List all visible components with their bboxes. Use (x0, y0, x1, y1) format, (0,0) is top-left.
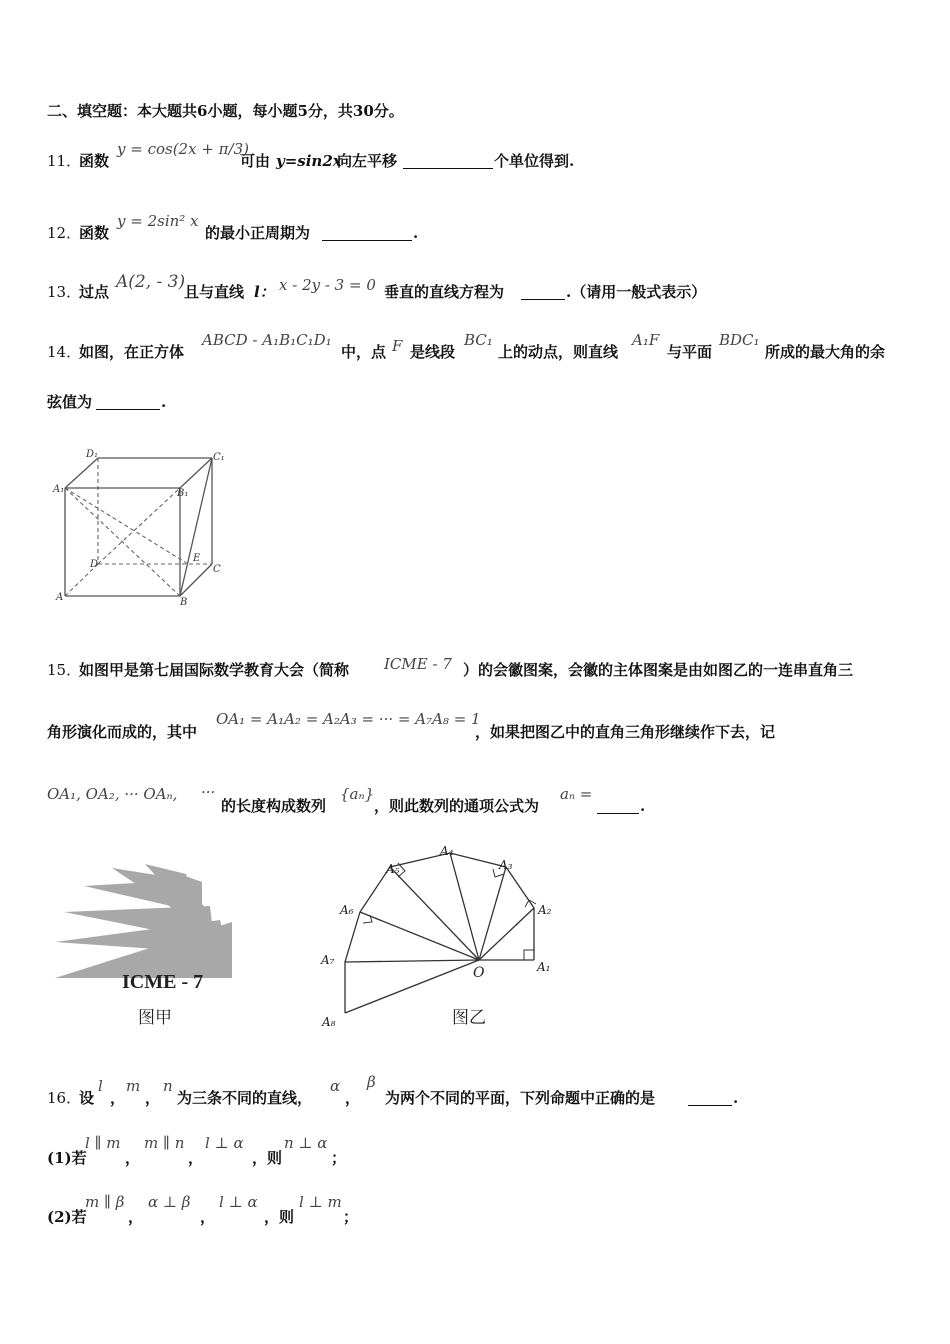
q11-formula: y = cos(2x + π/3) (117, 140, 249, 158)
q16-var-l: l (98, 1077, 103, 1095)
q12-post: 的最小正周期为 (205, 224, 311, 242)
label-c1: C₁ (213, 452, 225, 463)
q15-dots: ··· (201, 783, 216, 801)
label-a: A (56, 592, 64, 603)
label-d1: D₁ (86, 449, 99, 460)
label-d: D (90, 559, 99, 570)
q14-text-2: 中，点 (341, 343, 387, 361)
q16-sep-3: ， (345, 1089, 361, 1107)
q13-point: A(2, - 3) (116, 272, 186, 292)
q14-number: 14． (47, 343, 82, 361)
q16-item-2-cond-2: α ⊥ β (148, 1193, 191, 1211)
q16-item-1-cond-1: l ∥ m (85, 1134, 121, 1152)
q16-item-2-result: l ⊥ m (299, 1193, 342, 1211)
q15-an-set: {aₙ} (340, 785, 375, 803)
q15-end: . (640, 797, 646, 815)
q16-sep-1: ， (110, 1089, 126, 1107)
figure-icme-logo (50, 860, 250, 1035)
segment-bc1 (180, 458, 212, 596)
q13-end: .（请用一般式表示） (566, 283, 707, 301)
label-a8: A₈ (322, 1015, 336, 1029)
q14-text-7: 弦值为 (47, 393, 93, 411)
q14-plane: BDC₁ (719, 331, 760, 349)
q15-text-4: ，如果把图乙中的直角三角形继续作下去，记 (475, 723, 776, 741)
q14-text-3: 是线段 (410, 343, 456, 361)
segment-a1-e (65, 488, 188, 564)
cube-figure (50, 448, 240, 606)
logo-text: ICME - 7 (122, 971, 204, 993)
ray-oa6 (360, 912, 479, 960)
q11-post: 个单位得到. (494, 152, 575, 170)
q14-text-4: 上的动点，则直线 (498, 343, 619, 361)
q11-answer-blank[interactable] (403, 154, 493, 169)
diagonal-d-b1 (98, 488, 180, 564)
q13-line-eq: x - 2y - 3 = 0 (279, 276, 376, 294)
q15-sequence: OA₁, OA₂, ··· OAₙ, (47, 785, 178, 803)
q16-text-2: 为三条不同的直线， (177, 1089, 313, 1107)
q16-item-1-end: ； (331, 1149, 347, 1167)
q16-item-2-sep-1: ， (128, 1208, 144, 1226)
q16-text-1: 设 (79, 1089, 95, 1107)
q13-line-name: l： (254, 283, 275, 301)
edge-b-c (180, 564, 212, 596)
q16-item-1-sep-2: ， (188, 1149, 204, 1167)
right-angle-1 (524, 950, 534, 960)
label-b1: B₁ (177, 488, 189, 499)
q12-end: . (413, 224, 419, 242)
q15-text-5: 的长度构成数列 (221, 797, 327, 815)
label-o: O (473, 965, 485, 981)
caption-fig-a: 图甲 (138, 1008, 172, 1028)
edge-a1-d1 (65, 458, 98, 488)
q11-number: 11． (47, 152, 82, 170)
q11-pre: 函数 (79, 152, 110, 170)
q14-point-f: F (392, 337, 403, 355)
q15-answer-blank[interactable] (597, 799, 639, 814)
label-a2: A₂ (538, 903, 552, 917)
q14-text-1: 如图，在正方体 (79, 343, 185, 361)
q16-item-2-label: (2)若 (47, 1208, 87, 1226)
q16-item-2-end: ； (343, 1208, 359, 1226)
label-c: C (213, 564, 221, 575)
caption-fig-b: 图乙 (452, 1008, 486, 1028)
ray-oa3 (479, 867, 506, 960)
q16-item-2-cond-3: l ⊥ α (219, 1193, 258, 1211)
q15-text-3: 角形演化而成的，其中 (47, 723, 198, 741)
q16-text-3: 为两个不同的平面，下列命题中正确的是 (385, 1089, 656, 1107)
q13-number: 13． (47, 283, 82, 301)
q16-item-2-cond-1: m ∥ β (85, 1193, 125, 1211)
q16-item-2-sep-2: ， (200, 1208, 216, 1226)
ray-oa8 (345, 960, 479, 1013)
label-a5: A₅ (386, 862, 400, 876)
q14-text-5: 与平面 (667, 343, 713, 361)
q13-answer-blank[interactable] (521, 285, 565, 300)
edge-b1-c1 (180, 458, 212, 488)
q15-equation: OA₁ = A₁A₂ = A₂A₃ = ··· = A₇A₈ = 1 (216, 710, 481, 728)
ray-oa2 (479, 908, 534, 960)
q15-an-eq: aₙ = (560, 785, 593, 803)
q12-number: 12． (47, 224, 82, 242)
ray-oa5 (390, 867, 479, 960)
label-b: B (180, 597, 188, 606)
q12-answer-blank[interactable] (322, 226, 412, 241)
q16-beta: β (367, 1073, 376, 1091)
q16-item-1-result: n ⊥ α (284, 1134, 328, 1152)
q16-item-1-label: (1)若 (47, 1149, 87, 1167)
q16-item-1-cond-3: l ⊥ α (205, 1134, 244, 1152)
q14-line: A₁F (632, 331, 660, 349)
q16-answer-blank[interactable] (688, 1091, 732, 1106)
q16-end: . (733, 1089, 739, 1107)
q11-mid2: 向左平移 (337, 152, 398, 170)
q13-pre: 过点 (79, 283, 110, 301)
ray-oa7 (345, 960, 479, 962)
q12-formula: y = 2sin² x (117, 212, 199, 230)
q11-mid1: 可由 (240, 152, 271, 170)
q16-alpha: α (330, 1077, 341, 1095)
q11-ref: y=sin2x (276, 152, 342, 170)
q14-cube: ABCD - A₁B₁C₁D₁ (202, 331, 332, 349)
q16-item-2-then: ，则 (264, 1208, 295, 1226)
q16-var-m: m (126, 1077, 141, 1095)
q16-item-1-cond-2: m ∥ n (144, 1134, 185, 1152)
q16-number: 16． (47, 1089, 82, 1107)
q13-mid: 且与直线 (184, 283, 245, 301)
label-a7: A₇ (321, 953, 335, 967)
label-a3: A₃ (499, 858, 513, 872)
label-a1: A₁ (537, 960, 551, 974)
q15-icme: ICME - 7 (384, 655, 452, 673)
q15-number: 15． (47, 661, 82, 679)
q12-pre: 函数 (79, 224, 110, 242)
q14-text-6: 所成的最大角的余 (765, 343, 886, 361)
q15-text-1: 如图甲是第七届国际数学教育大会（简称 (79, 661, 350, 679)
q13-post: 垂直的直线方程为 (384, 283, 505, 301)
label-e: E (193, 553, 201, 564)
outer-polyline (345, 853, 534, 1013)
right-angle-5 (363, 915, 372, 923)
label-a4: A₄ (440, 844, 454, 858)
q14-end: . (161, 393, 167, 411)
q16-item-1-sep-1: ， (125, 1149, 141, 1167)
q15-text-6: ，则此数列的通项公式为 (374, 797, 540, 815)
q14-segment: BC₁ (464, 331, 493, 349)
section-title: 二、填空题：本大题共6小题，每小题5分，共30分。 (47, 102, 404, 120)
q16-var-n: n (163, 1077, 173, 1095)
q16-sep-2: ， (145, 1089, 161, 1107)
q16-item-1-then: ，则 (252, 1149, 283, 1167)
label-a1: A₁ (53, 484, 65, 495)
q14-answer-blank[interactable] (96, 395, 160, 410)
q15-text-2: ）的会徽图案，会徽的主体图案是由如图乙的一连串直角三 (463, 661, 854, 679)
figure-spiral (318, 840, 580, 1040)
label-a6: A₆ (340, 903, 354, 917)
